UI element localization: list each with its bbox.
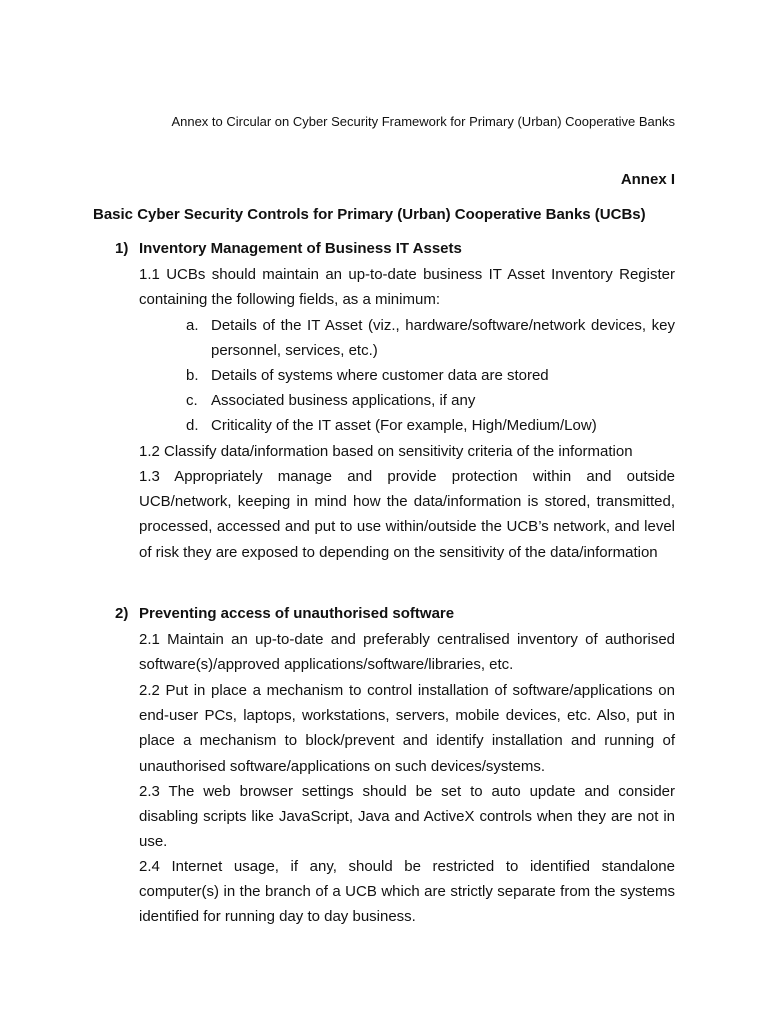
section-number: 1) [115, 240, 129, 257]
list-item [186, 413, 675, 438]
paragraph-2-4: 2.4 Internet usage, if any, should be restricted to identified standalone computer(s) in the branch of a UCB which are strictly separate from the systems identified for running day to day business. [139, 858, 675, 926]
list-text: Details of the IT Asset (viz., hardware/software/network devices, key personnel, services, etc.) [211, 317, 675, 360]
paragraph-1-2: 1.2 Classify data/information based on sensitivity criteria of the information [139, 443, 633, 460]
list-text: Criticality of the IT asset (For example, High/Medium/Low) [211, 417, 597, 434]
section-1-heading [115, 240, 462, 257]
list-letter: a. [186, 317, 199, 334]
list-letter: c. [186, 392, 198, 409]
list-letter: d. [186, 417, 199, 434]
paragraph-2-1: 2.1 Maintain an up-to-date and preferably centralised inventory of authorised software(s)/approved applications/software/libraries, etc. [139, 631, 675, 674]
section-number: 2) [115, 605, 129, 622]
paragraph-1-3: 1.3 Appropriately manage and provide protection within and outside UCB/network, keeping in mind how the data/information is stored, transmitted, processed, accessed and put to use within/outside the UCB’s network, and level of risk they are exposed to depending on the sensitivity of the data/information [139, 468, 675, 561]
list-item [186, 363, 675, 388]
paragraph-2-2: 2.2 Put in place a mechanism to control installation of software/applications on end-user PCs, laptops, workstations, servers, mobile devices, etc. Also, put in place a mechanism to block/prevent and identify installation and running of unauthorised software/applications on such devices/systems. [139, 682, 675, 775]
paragraph-2-3: 2.3 The web browser settings should be set to auto update and consider disabling scripts like JavaScript, Java and ActiveX controls when they are not in use. [139, 783, 675, 851]
list-item [186, 313, 675, 363]
section-2-heading [115, 605, 454, 622]
list-letter: b. [186, 367, 199, 384]
annex-label: Annex I [620, 171, 675, 188]
paragraph-1-1: 1.1 UCBs should maintain an up-to-date business IT Asset Inventory Register containing the following fields, as a minimum: [139, 266, 675, 309]
list-text: Details of systems where customer data are stored [211, 367, 549, 384]
section-title: Preventing access of unauthorised software [139, 605, 455, 622]
document-title: Basic Cyber Security Controls for Primary (Urban) Cooperative Banks (UCBs) [93, 206, 646, 223]
list-item [186, 388, 675, 413]
list-text: Associated business applications, if any [211, 392, 476, 409]
section-title: Inventory Management of Business IT Assets [139, 240, 462, 257]
running-header: Annex to Circular on Cyber Security Framework for Primary (Urban) Cooperative Banks [171, 114, 675, 129]
